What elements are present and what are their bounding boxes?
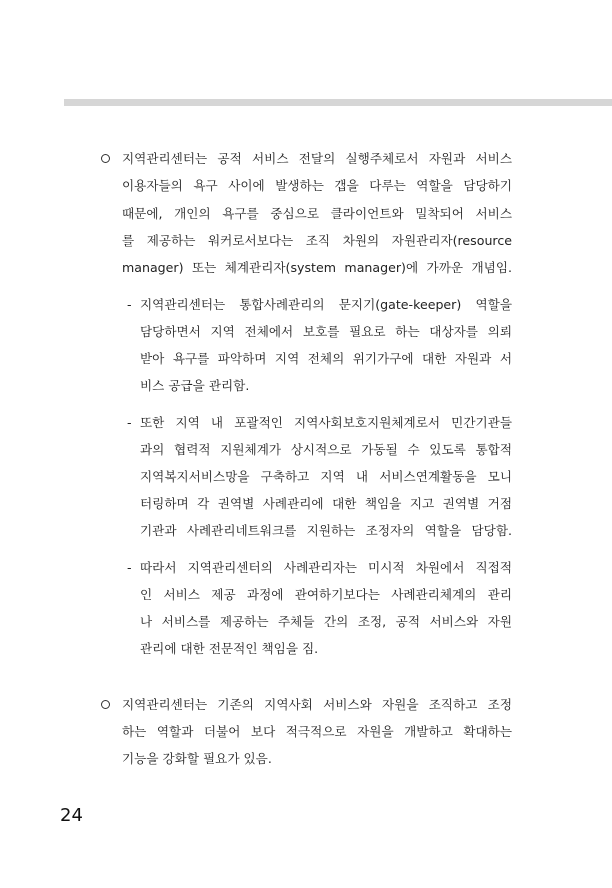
dash-marker: - [127,415,132,430]
sub-item-1-line-3: 받아 욕구를 파악하며 지역 전체의 위기가구에 대한 자원과 서 [140,351,512,366]
dash-marker: - [127,560,132,575]
bullet-1-line-2: 이용자들의 욕구 사이에 발생하는 갭을 다루는 역할을 담당하기 [122,178,512,193]
bullet-2-line-3: 기능을 강화할 필요가 있음. [122,751,272,766]
bullet-1-line-4: 를 제공하는 워커로서보다는 조직 차원의 자원관리자(resource [122,233,512,248]
bullet-2-line-2: 하는 역할과 더불어 보다 적극적으로 자원을 개발하고 확대하는 [122,724,512,739]
sub-item-3-line-3: 나 서비스를 제공하는 주체들 간의 조정, 공적 서비스와 자원 [140,614,512,629]
sub-item-2-line-1: 또한 지역 내 포괄적인 지역사회보호지원체계로서 민간기관들 [140,415,512,430]
dash-marker: - [127,297,132,312]
bullet-1-line-1: 지역관리센터는 공적 서비스 전달의 실행주체로서 자원과 서비스 [122,151,512,166]
sub-item-2-line-4: 터링하며 각 권역별 사례관리에 대한 책임을 지고 권역별 거점 [140,496,512,511]
sub-item-2-line-3: 지역복지서비스망을 구축하고 지역 내 서비스연계활동을 모니 [140,469,512,484]
bullet-2-line-1: 지역관리센터는 기존의 지역사회 서비스와 자원을 조직하고 조정 [122,697,512,712]
bullet-1-line-5: manager) 또는 체계관리자(system manager)에 가까운 개념임. [122,260,512,275]
sub-item-3-line-4: 관리에 대한 전문적인 책임을 짐. [140,641,319,656]
bullet-1-line-3: 때문에, 개인의 욕구를 중심으로 클라이언트와 밀착되어 서비스 [122,206,512,221]
circle-bullet-icon [101,154,110,163]
sub-item-1-line-2: 담당하면서 지역 전체에서 보호를 필요로 하는 대상자를 의뢰 [140,324,512,339]
sub-item-1-line-4: 비스 공급을 관리함. [140,378,250,393]
page-number: 24 [60,805,83,826]
sub-item-3-line-1: 따라서 지역관리센터의 사례관리자는 미시적 차원에서 직접적 [140,560,512,575]
sub-item-2-line-5: 기관과 사례관리네트워크를 지원하는 조정자의 역할을 담당함. [140,523,512,538]
sub-item-3-line-2: 인 서비스 제공 과정에 관여하기보다는 사례관리체계의 관리 [140,587,512,602]
sub-item-1-line-1: 지역관리센터는 통합사례관리의 문지기(gate-keeper) 역할을 [140,297,512,312]
sub-item-2-line-2: 과의 협력적 지원체계가 상시적으로 가동될 수 있도록 통합적 [140,442,512,457]
header-rule [64,99,612,106]
circle-bullet-icon [101,700,110,709]
